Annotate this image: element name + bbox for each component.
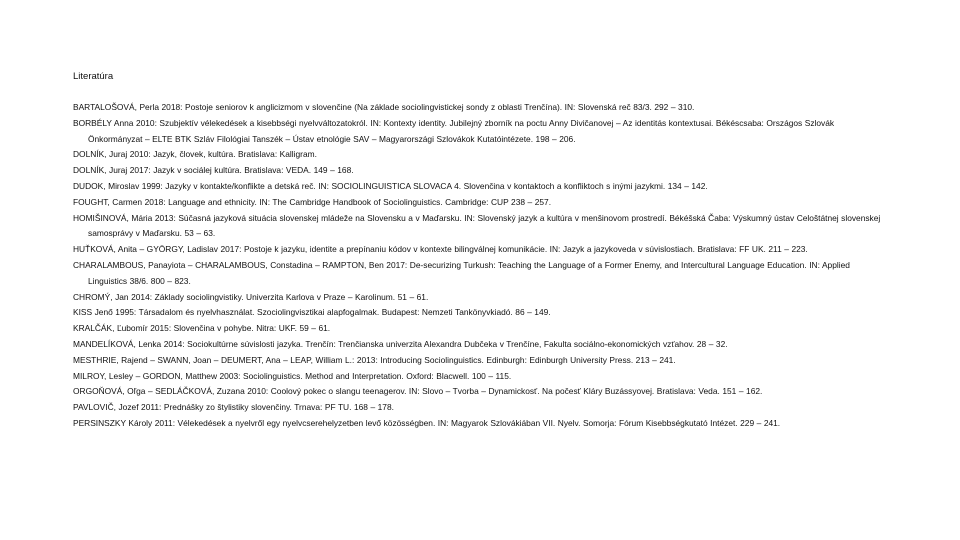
reference-item: CHROMÝ, Jan 2014: Základy sociolingvistiky. Univerzita Karlova v Praze – Karolinum. 51 – 61. — [73, 291, 429, 302]
reference-item: KRALČÁK, Ľubomír 2015: Slovenčina v pohybe. Nitra: UKF. 59 – 61. — [73, 323, 331, 334]
reference-item: FOUGHT, Carmen 2018: Language and ethnicity. IN: The Cambridge Handbook of Sociolinguistics. Cambridge: CUP 238 – 257. — [73, 196, 552, 207]
reference-list — [73, 100, 888, 432]
reference-item: DOLNÍK, Juraj 2017: Jazyk v sociálej kultúra. Bratislava: VEDA. 149 – 168. — [73, 165, 354, 176]
reference-item: CHARALAMBOUS, Panayiota – CHARALAMBOUS, Constadina – RAMPTON, Ben 2017: De-securizing Turkush: Teaching the Language of a Former Enemy, and Intercultural Language Education. IN: Applied Linguistics 38/6. 800 – 823. — [73, 259, 850, 286]
reference-item: MANDELÍKOVÁ, Lenka 2014: Sociokultúrne súvislosti jazyka. Trenčín: Trenčianska univerzita Alexandra Dubčeka v Trenčíne, Fakulta sociálno-ekonomických vzťahov. 28 – 32. — [73, 338, 728, 349]
reference-item: MILROY, Lesley – GORDON, Matthew 2003: Sociolinguistics. Method and Interpretation. Oxford: Blacwell. 100 – 115. — [73, 370, 512, 381]
reference-item: ORGOŇOVÁ, Oľga – SEDLÁČKOVÁ, Zuzana 2010: Coolový pokec o slangu teenagerov. IN: Slovo – Tvorba – Dynamickosť. Na počesť Kláry Buzássyovej. Bratislava: Veda. 151 – 162. — [73, 386, 763, 397]
reference-item: PAVLOVIČ, Jozef 2011: Prednášky zo štylistiky slovenčiny. Trnava: PF TU. 168 – 178. — [73, 402, 394, 413]
reference-item: PERSINSZKY Károly 2011: Vélekedések a nyelvről egy nyelvcserehelyzetben levő közösségben. IN: Magyarok Szlovákiában VII. Nyelv. Somorja: Fórum Kisebbségkutató Intézet. 229 – 241. — [73, 417, 781, 428]
reference-item: DOLNÍK, Juraj 2010: Jazyk, človek, kultúra. Bratislava: Kalligram. — [73, 149, 317, 160]
reference-item: DUDOK, Miroslav 1999: Jazyky v kontakte/konflikte a detská reč. IN: SOCIOLINGUISTICA SLOVACA 4. Slovenčina v kontaktoch a konfliktoch s inými jazykmi. 134 – 142. — [73, 180, 708, 191]
reference-item: KISS Jenő 1995: Társadalom és nyelvhasználat. Szociolingvisztikai alapfogalmak. Budapest: Nemzeti Tankönyvkiadó. 86 – 149. — [73, 307, 551, 318]
reference-item: HOMIŠINOVÁ, Mária 2013: Súčasná jazyková situácia slovenskej mládeže na Slovensku a v Maďarsku. IN: Slovenský jazyk a kultúra v menšinovom prostredí. Békéšská Čaba: Výskumný ústav Celoštátnej slovenskej samosprávy v Maďarsku. 53 – 63. — [73, 212, 881, 239]
reference-item: BARTALOŠOVÁ, Perla 2018: Postoje seniorov k anglicizmom v slovenčine (Na základe sociolingvistickej sondy z oblasti Trenčína). IN: Slovenská reč 83/3. 292 – 310. — [73, 102, 695, 112]
page-title: Literatúra — [73, 71, 114, 82]
reference-item: MESTHRIE, Rajend – SWANN, Joan – DEUMERT, Ana – LEAP, William L.: 2013: Introducing Sociolinguistics. Edinburgh: Edinburgh University Press. 213 – 241. — [73, 354, 676, 365]
reference-item: HUŤKOVÁ, Anita – GYÖRGY, Ladislav 2017: Postoje k jazyku, identite a prepínaniu kódov v kontexte bilingválnej komunikácie. IN: Jazyk a jazykoveda v súvislostiach. Bratislava: FF UK. 211 – 223. — [73, 244, 808, 255]
reference-item: BORBÉLY Anna 2010: Szubjektív vélekedések a kisebbségi nyelvváltozatokról. IN: Kontexty identity. Jubilejný zborník na poctu Anny Divičanovej – Az identitás kontextusai. Békéscsaba: Országos Szlovák Önkormányzat – ELTE BTK Szláv Filológiai Tanszék – Ústav etnológie SAV – Magyarországi Szlovákok Kutatóintézete. 198 – 206. — [73, 117, 835, 144]
